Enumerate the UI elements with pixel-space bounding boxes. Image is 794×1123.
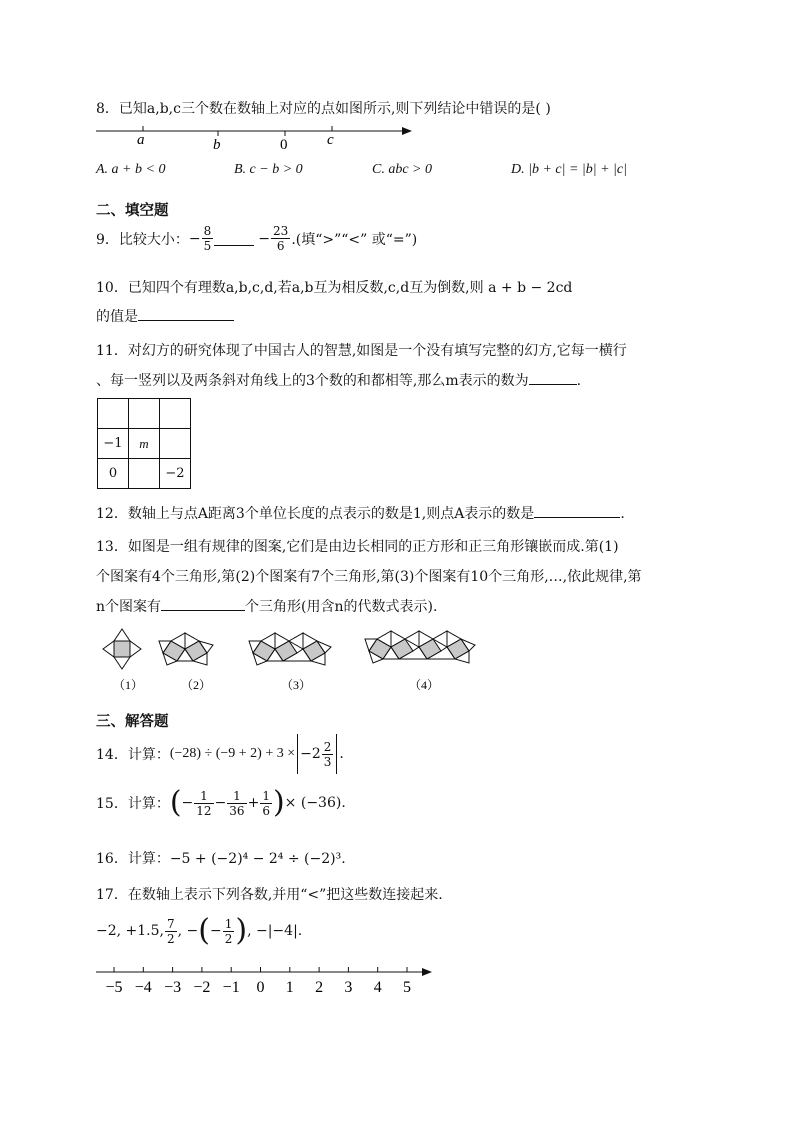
section-title-fill-blank: 二、填空题 <box>96 203 169 219</box>
choice-a: A. a + b < 0 <box>96 162 166 177</box>
label-c: c <box>327 132 334 148</box>
tick-label: −4 <box>134 979 152 996</box>
caption-3: （3） <box>281 678 312 692</box>
tick-label: −1 <box>222 979 240 996</box>
label-zero: 0 <box>280 137 288 152</box>
tick-label: −3 <box>164 979 182 996</box>
choice-b: B. c − b > 0 <box>234 162 303 177</box>
q11-line2: 、每一竖列以及两条斜对角线上的3个数的和都相等,那么m表示的数为 . <box>96 370 581 390</box>
tick-label: −2 <box>193 979 211 996</box>
q12-answer-blank <box>534 503 620 518</box>
q9-fraction-2: $\frac{23}{6}$ <box>273 224 289 253</box>
q15: 15．计算： ( − $\frac{1}{12}$ − $\frac{1}{36}$ + $\frac{1}{6}$ ) × (−36). <box>96 785 346 820</box>
axis-arrow <box>402 127 412 135</box>
q9-suffix: .(填“>”“<” 或“=”) <box>291 231 418 248</box>
q9 <box>96 224 417 253</box>
q8-number-line <box>94 120 416 152</box>
q13-line3: n个图案有 个三角形(用含n的代数式表示). <box>96 596 437 616</box>
q10-answer-blank <box>138 306 234 321</box>
q13-line1: 13．如图是一组有规律的图案,它们是由边长相同的正方形和正三角形镶嵌而成.第(1) <box>96 539 619 555</box>
q11-answer-blank <box>529 370 577 385</box>
pattern-3 <box>249 633 331 665</box>
magic-square: −1 m 0 −2 <box>97 398 191 489</box>
tick-label: 1 <box>285 979 294 996</box>
q9-f1-sign: − <box>188 230 201 247</box>
q13-pattern-figures <box>95 625 485 697</box>
q9-answer-blank <box>214 231 254 246</box>
tick-label: 3 <box>344 979 353 996</box>
q9-fraction-1: $\frac{8}{5}$ <box>203 224 212 253</box>
tick-label: 4 <box>373 979 382 996</box>
q14: 14．计算： (−28) ÷ (−9 + 2) + 3 × −2 $\frac{2}{3}$ . <box>96 734 344 774</box>
pattern-1 <box>103 629 141 669</box>
pattern-2 <box>159 633 213 665</box>
q13-answer-blank <box>161 596 245 611</box>
label-a: a <box>137 132 145 148</box>
q13-line2: 个图案有4个三角形,第(2)个图案有7个三角形,第(3)个图案有10个三角形,…,依此规律,第 <box>96 569 642 585</box>
q16: 16．计算：−5 + (−2)⁴ − 2⁴ ÷ (−2)³. <box>96 851 346 867</box>
tick-label: 0 <box>256 979 265 996</box>
choice-c: C. abc > 0 <box>372 162 432 177</box>
tick-label: 5 <box>403 979 411 996</box>
q17-numbers: −2, +1.5, $\frac{7}{2}$ , − ( − $\frac{1}{2}$ ) , −|−4|. <box>96 913 303 948</box>
pattern-4 <box>365 631 475 663</box>
q17-number-line <box>94 962 438 998</box>
q10-line1: 10．已知四个有理数a,b,c,d,若a,b互为相反数,c,d互为倒数,则 a + b − 2cd <box>96 280 573 296</box>
q8-text: 8．已知a,b,c三个数在数轴上对应的点如图所示,则下列结论中错误的是( ) <box>96 101 551 117</box>
section-title-solve: 三、解答题 <box>96 714 169 730</box>
q17-text: 17．在数轴上表示下列各数,并用“<”把这些数连接起来. <box>96 887 443 903</box>
tick-label: 2 <box>315 979 324 996</box>
q12: 12．数轴上与点A距离3个单位长度的点表示的数是1,则点A表示的数是 . <box>96 503 625 523</box>
q10-line2: 的值是 <box>96 306 234 326</box>
axis-arrow <box>422 968 432 976</box>
caption-1: （1） <box>113 678 144 692</box>
tick-label: −5 <box>105 979 123 996</box>
q9-f2-sign: − <box>258 230 271 247</box>
caption-4: （4） <box>409 678 440 692</box>
label-b: b <box>213 137 221 152</box>
q9-prefix: 9．比较大小： <box>96 231 189 248</box>
q11-line1: 11．对幻方的研究体现了中国古人的智慧,如图是一个没有填写完整的幻方,它每一横行 <box>96 343 627 359</box>
caption-2: （2） <box>181 678 212 692</box>
choice-d: D. |b + c| = |b| + |c| <box>511 162 627 177</box>
